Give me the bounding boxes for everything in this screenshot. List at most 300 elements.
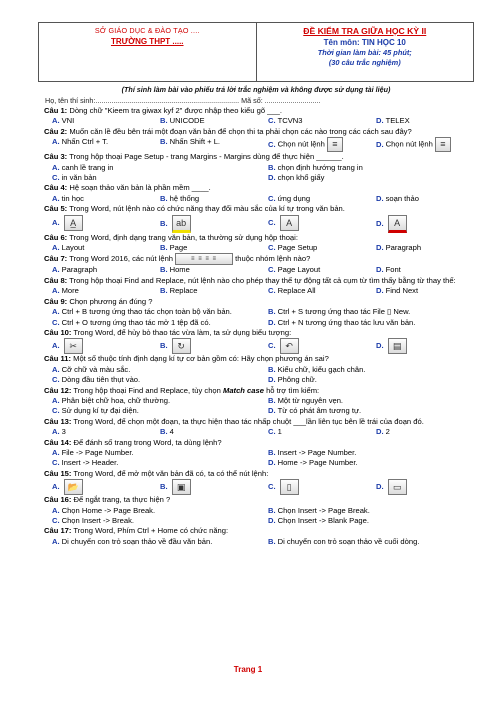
option-text: TCVN3: [277, 116, 303, 126]
option-letter: A.: [52, 307, 60, 317]
new-document-icon: ▯: [280, 479, 299, 495]
question-number: Câu 12:: [44, 385, 72, 395]
option-text: Chọn nút lệnh: [385, 139, 433, 149]
option-text: More: [61, 286, 79, 296]
question-list: [44, 106, 476, 547]
option-letter: B.: [160, 265, 168, 275]
option-c[interactable]: [44, 375, 260, 385]
cut-icon: ✂: [64, 338, 83, 354]
option-letter: A.: [52, 116, 60, 126]
question-stem-end: hỗ trợ tìm kiếm:: [266, 385, 320, 395]
option-letter: D.: [376, 482, 384, 492]
option-b[interactable]: [152, 116, 260, 126]
option-d[interactable]: [368, 116, 476, 126]
option-b[interactable]: [260, 365, 476, 375]
answer-options: [44, 537, 476, 547]
option-d[interactable]: [368, 194, 476, 204]
option-b[interactable]: [152, 194, 260, 204]
option-letter: B.: [268, 307, 276, 317]
option-text: Ctrl + O tương ứng thao tác mở 1 tệp đã có.: [61, 317, 211, 327]
option-c[interactable]: [260, 427, 368, 437]
question-4: [44, 183, 476, 204]
option-text: chọn định hướng trang in: [277, 162, 363, 172]
option-text: Di chuyển con trỏ soạn thảo về cuối dòng.: [277, 536, 420, 546]
option-d[interactable]: [260, 458, 476, 468]
option-letter: C.: [52, 375, 60, 385]
option-text: TELEX: [385, 116, 410, 126]
answer-options: [44, 427, 476, 437]
option-letter: B.: [268, 447, 276, 457]
option-letter: C.: [268, 193, 276, 203]
option-letter: A.: [52, 364, 60, 374]
answer-options: [44, 338, 476, 354]
answer-options: [44, 448, 476, 469]
question-text: [44, 183, 476, 193]
option-text: Kiểu chữ, kiểu gạch chân.: [277, 364, 366, 374]
option-letter: C.: [268, 243, 276, 253]
option-c[interactable]: [260, 479, 368, 495]
option-text: Font: [385, 265, 401, 275]
option-text: Phông chữ.: [277, 375, 317, 385]
option-letter: A.: [52, 243, 60, 253]
option-d[interactable]: [368, 479, 476, 495]
option-letter: D.: [376, 265, 384, 275]
emphasis-text: Match case: [220, 385, 267, 395]
option-text: Cỡ chữ và màu sắc.: [61, 364, 131, 374]
option-b[interactable]: [260, 506, 476, 516]
option-letter: A.: [52, 265, 60, 275]
option-text: VNI: [61, 116, 75, 126]
question-text: [44, 354, 476, 364]
option-text: Home: [169, 265, 190, 275]
option-letter: C.: [52, 406, 60, 416]
option-text: Page: [169, 243, 188, 253]
question-number: Câu 9:: [44, 296, 68, 306]
option-text: Sử dụng kí tự đại diện.: [61, 406, 139, 416]
question-count: (30 câu trắc nghiệm): [328, 58, 401, 67]
question-stem: Để ngắt trang, ta thực hiện ?: [71, 495, 171, 505]
option-a[interactable]: [44, 215, 152, 233]
question-11: [44, 354, 476, 385]
question-text: [44, 276, 476, 286]
question-7: [44, 253, 476, 275]
option-b[interactable]: [152, 215, 260, 233]
align-justify-icon: ≡: [435, 137, 451, 152]
question-text: [44, 106, 476, 116]
option-letter: C.: [268, 217, 276, 227]
option-letter: B.: [160, 482, 168, 492]
subject-name: Tên môn: TIN HỌC 10: [323, 38, 406, 47]
option-letter: C.: [268, 265, 276, 275]
option-letter: D.: [376, 116, 384, 126]
option-letter: C.: [52, 173, 60, 183]
option-c[interactable]: [44, 406, 260, 416]
option-letter: C.: [268, 139, 276, 149]
question-stem: Hệ soạn thảo văn bản là phần mềm ____.: [67, 183, 211, 193]
question-16: [44, 495, 476, 526]
answer-options: [44, 396, 476, 417]
option-text: Find Next: [385, 286, 419, 296]
answer-options: [44, 194, 476, 204]
option-letter: B.: [268, 505, 276, 515]
question-text: [44, 417, 476, 427]
question-stem: Trong Word, định dạng trang văn bản, ta thường sử dụng hộp thoại:: [67, 232, 298, 242]
option-letter: B.: [160, 427, 168, 437]
option-b[interactable]: [152, 265, 260, 275]
option-text: Layout: [61, 243, 85, 253]
option-letter: D.: [376, 243, 384, 253]
question-stem: Trong Word, Phím Ctrl + Home có chức năng:: [71, 526, 229, 536]
option-d[interactable]: [368, 338, 476, 354]
undo-icon: ↶: [280, 338, 299, 354]
question-3: [44, 152, 476, 183]
option-a[interactable]: [44, 365, 260, 375]
option-text: Chọn Insert -> Break.: [61, 516, 134, 525]
option-text: Dòng đầu tiên thụt vào.: [61, 375, 141, 385]
option-d[interactable]: [260, 375, 476, 385]
option-letter: D.: [376, 286, 384, 296]
option-letter: B.: [268, 162, 276, 172]
option-b[interactable]: [260, 307, 476, 317]
option-letter: A.: [52, 193, 60, 203]
exam-time: Thời gian làm bài: 45 phút;: [317, 48, 412, 57]
option-b[interactable]: [152, 479, 260, 495]
highlight-icon: ab: [172, 215, 191, 233]
question-number: Câu 1:: [44, 106, 68, 115]
option-c[interactable]: [260, 338, 368, 354]
question-stem: Để đánh số trang trong Word, ta dùng lệnh?: [71, 437, 222, 447]
answer-options: [44, 215, 476, 233]
alignment-buttons-icon: ≡ ≡ ≡ ≡: [175, 253, 233, 265]
answer-options: [44, 479, 476, 495]
option-b[interactable]: [152, 338, 260, 354]
option-letter: B.: [160, 137, 168, 147]
option-text: File -> Page Number.: [61, 447, 134, 457]
option-text: soạn thảo: [385, 193, 419, 203]
option-letter: A.: [52, 395, 60, 405]
question-text: [44, 469, 476, 479]
option-text: 3: [61, 427, 66, 437]
option-c[interactable]: [260, 286, 368, 296]
question-text: [44, 526, 476, 536]
option-a[interactable]: [44, 338, 152, 354]
option-d[interactable]: [368, 286, 476, 296]
question-text: [44, 127, 476, 137]
option-a[interactable]: [44, 265, 152, 275]
option-text: Chọn Insert -> Blank Page.: [277, 516, 369, 525]
question-number: Câu 8:: [44, 275, 68, 285]
option-letter: B.: [160, 286, 168, 296]
option-b[interactable]: [152, 286, 260, 296]
option-text: Paragraph: [61, 265, 98, 275]
paste-icon: ▤: [388, 338, 407, 354]
question-stem: Trong Word, để mở một văn bản đã có, ta có thể nút lệnh:: [71, 468, 269, 478]
option-b[interactable]: [260, 537, 476, 547]
option-a[interactable]: [44, 479, 152, 495]
question-stem: Trong Word, nút lệnh nào có chức năng thay đổi màu sắc của kí tự trong văn bản.: [67, 204, 345, 214]
option-letter: D.: [268, 173, 276, 183]
option-text: Một từ nguyên vẹn.: [277, 395, 344, 405]
option-letter: C.: [268, 116, 276, 126]
option-d[interactable]: [368, 265, 476, 275]
option-text: in văn bản: [61, 173, 97, 183]
option-letter: D.: [376, 139, 384, 149]
school-name: TRƯỜNG THPT .....: [110, 37, 184, 46]
option-d[interactable]: [260, 406, 476, 416]
print-icon: ▭: [388, 479, 407, 495]
option-c[interactable]: [260, 116, 368, 126]
answer-options: [44, 116, 476, 126]
option-d[interactable]: [368, 427, 476, 437]
question-number: Câu 4:: [44, 183, 68, 193]
answer-options: [44, 243, 476, 253]
option-c[interactable]: [44, 318, 260, 328]
question-stem: Trong Word, để chọn một đoạn, ta thực hiện thao tác nhấp chuột ___lần liên tục bên lề trái của đoạn đó.: [71, 416, 424, 426]
department-name: SỞ GIÁO DỤC & ĐÀO TẠO ....: [94, 26, 200, 35]
option-a[interactable]: [44, 116, 152, 126]
option-c[interactable]: [260, 265, 368, 275]
option-text: Chọn Home -> Page Break.: [61, 505, 156, 515]
option-letter: B.: [160, 243, 168, 253]
answer-options: [44, 286, 476, 296]
option-letter: D.: [268, 317, 276, 327]
option-letter: A.: [52, 447, 60, 457]
question-number: Câu 16:: [44, 495, 72, 505]
option-letter: B.: [268, 364, 276, 374]
option-b[interactable]: [260, 163, 476, 173]
student-info-line: Họ, tên thí sinh:........................................................................ Mã số: ............................: [45, 96, 321, 105]
question-14: [44, 438, 476, 469]
option-text: Paragraph: [385, 243, 422, 253]
option-text: hệ thống: [169, 193, 200, 203]
question-text: [44, 204, 476, 214]
option-letter: B.: [160, 116, 168, 126]
option-text: 2: [385, 427, 390, 437]
option-letter: C.: [268, 427, 276, 437]
option-letter: C.: [268, 341, 276, 351]
option-a[interactable]: [44, 448, 260, 458]
option-text: Page Setup: [277, 243, 318, 253]
option-letter: A.: [52, 341, 60, 351]
option-letter: C.: [52, 516, 60, 525]
option-a[interactable]: [44, 194, 152, 204]
question-number: Câu 17:: [44, 526, 72, 536]
question-stem: Muốn căn lề đều bên trái một đoạn văn bản để chọn thi ta phải chọn các nào trong các cách sau đây?: [67, 126, 412, 136]
option-a[interactable]: [44, 537, 260, 547]
option-text: canh lề trang in: [61, 162, 114, 172]
question-number: Câu 13:: [44, 416, 72, 426]
option-c[interactable]: [260, 215, 368, 233]
question-number: Câu 15:: [44, 468, 72, 478]
question-8: [44, 276, 476, 297]
answer-options: [44, 137, 476, 152]
answer-options: [44, 163, 476, 184]
save-icon: ▣: [172, 479, 191, 495]
option-a[interactable]: [44, 307, 260, 317]
option-text: Insert -> Header.: [61, 458, 119, 468]
option-c[interactable]: [44, 458, 260, 468]
instruction-note: (Thí sinh làm bài vào phiếu trả lời trắc nghiệm và không được sử dụng tài liệu): [121, 85, 391, 94]
header-right: [257, 23, 474, 81]
option-a[interactable]: [44, 396, 260, 406]
format-icon: A̲: [64, 215, 83, 231]
header-left: [39, 23, 257, 81]
header-table: [38, 22, 474, 82]
option-letter: D.: [268, 458, 276, 468]
option-letter: A.: [52, 505, 60, 515]
option-letter: B.: [160, 341, 168, 351]
option-text: Ctrl + B tương ứng thao tác chọn toàn bộ văn bản.: [61, 307, 232, 317]
question-text: [44, 297, 476, 307]
option-letter: B.: [268, 536, 276, 546]
shade-icon: A: [280, 215, 299, 231]
option-b[interactable]: [260, 448, 476, 458]
option-b[interactable]: [260, 396, 476, 406]
font-color-icon: A: [388, 215, 407, 233]
option-a[interactable]: [44, 286, 152, 296]
option-letter: C.: [52, 458, 60, 468]
question-stem: Trong hộp thoại Page Setup - trang Margins - Margins dùng để thực hiện ______.: [67, 152, 344, 162]
option-d[interactable]: [368, 137, 476, 152]
option-letter: D.: [376, 193, 384, 203]
option-a[interactable]: [44, 163, 260, 173]
option-letter: A.: [52, 286, 60, 296]
option-c[interactable]: [260, 194, 368, 204]
option-text: Di chuyển con trỏ soạn thảo về đầu văn bản.: [61, 536, 213, 546]
answer-options: [44, 265, 476, 275]
option-letter: C.: [268, 482, 276, 492]
option-a[interactable]: [44, 427, 152, 437]
option-text: Nhấn Ctrl + T.: [61, 137, 109, 147]
question-1: [44, 106, 476, 127]
question-stem: Một số thuộc tính định dạng kí tự cơ bản gồm có: Hãy chọn phương án sai?: [71, 354, 329, 364]
option-letter: A.: [52, 162, 60, 172]
question-2: [44, 127, 476, 152]
option-letter: A.: [52, 536, 60, 546]
question-text: [44, 233, 476, 243]
question-10: [44, 328, 476, 354]
option-text: Replace: [169, 286, 198, 296]
option-a[interactable]: [44, 506, 260, 516]
align-left-icon: ≡: [327, 137, 343, 152]
question-number: Câu 2:: [44, 126, 68, 136]
option-letter: D.: [268, 516, 276, 525]
option-d[interactable]: [368, 243, 476, 253]
option-text: ứng dụng: [277, 193, 311, 203]
question-number: Câu 3:: [44, 152, 68, 162]
answer-options: [44, 365, 476, 386]
option-letter: C.: [52, 317, 60, 327]
option-letter: B.: [160, 218, 168, 228]
question-text: [44, 386, 476, 396]
question-5: [44, 204, 476, 232]
option-a[interactable]: [44, 137, 152, 152]
option-letter: A.: [52, 482, 60, 492]
option-b[interactable]: [152, 427, 260, 437]
option-d[interactable]: [260, 173, 476, 183]
question-number: Câu 7:: [44, 254, 68, 264]
option-text: Chọn Insert -> Page Break.: [277, 505, 370, 515]
question-stem: Dòng chữ "Kieem tra giwax kyf 2" được nhập theo kiểu gõ ___.: [67, 106, 282, 115]
option-letter: C.: [268, 286, 276, 296]
option-letter: A.: [52, 217, 60, 227]
option-letter: B.: [268, 395, 276, 405]
option-text: UNICODE: [169, 116, 205, 126]
option-letter: A.: [52, 427, 60, 437]
question-text: [44, 253, 476, 265]
option-letter: D.: [268, 406, 276, 416]
option-letter: D.: [268, 375, 276, 385]
question-13: [44, 417, 476, 438]
option-c[interactable]: [44, 516, 260, 526]
option-text: Home -> Page Number.: [277, 458, 358, 468]
question-text: [44, 438, 476, 448]
option-text: Ctrl + N tương ứng thao tác lưu văn bản.: [277, 317, 416, 327]
question-15: [44, 469, 476, 495]
option-d[interactable]: [260, 318, 476, 328]
option-text: 1: [277, 427, 282, 437]
option-c[interactable]: [260, 137, 368, 152]
question-text: [44, 328, 476, 338]
question-text: [44, 152, 476, 162]
question-number: Câu 5:: [44, 204, 68, 214]
option-d[interactable]: [260, 516, 476, 526]
option-letter: D.: [376, 218, 384, 228]
option-b[interactable]: [152, 137, 260, 152]
answer-options: [44, 307, 476, 328]
option-text: tin học: [61, 193, 84, 203]
question-number: Câu 6:: [44, 232, 68, 242]
option-text: chọn khổ giấy: [277, 173, 325, 183]
question-stem: Trong hộp thoại Find and Replace, tùy chọn: [71, 385, 221, 395]
question-number: Câu 11:: [44, 354, 72, 364]
option-text: 4: [169, 427, 174, 437]
option-text: Insert -> Page Number.: [277, 447, 357, 457]
open-folder-icon: 📂: [64, 479, 83, 495]
question-stem: Chọn phương án đúng ?: [67, 296, 153, 306]
answer-options: [44, 506, 476, 527]
option-letter: D.: [376, 427, 384, 437]
option-text: Replace All: [277, 286, 316, 296]
option-text: Từ có phát âm tương tự.: [277, 406, 362, 416]
option-letter: B.: [160, 193, 168, 203]
option-d[interactable]: [368, 215, 476, 233]
option-c[interactable]: [44, 173, 260, 183]
option-letter: A.: [52, 137, 60, 147]
option-text: Chọn nút lệnh: [277, 139, 325, 149]
question-17: [44, 526, 476, 547]
question-number: Câu 10:: [44, 327, 72, 337]
question-number: Câu 14:: [44, 437, 72, 447]
option-text: Page Layout: [277, 265, 321, 275]
question-6: [44, 233, 476, 254]
option-letter: D.: [376, 341, 384, 351]
option-b[interactable]: [152, 243, 260, 253]
option-text: Phân biệt chữ hoa, chữ thường.: [61, 395, 171, 405]
question-stem: Trong Word, để hủy bỏ thao tác vừa làm, ta sử dụng biểu tượng:: [71, 327, 292, 337]
question-stem-end: thuộc nhóm lệnh nào?: [233, 254, 311, 264]
option-text: Nhấn Shift + L.: [169, 137, 221, 147]
question-stem: Trong hộp thoại Find and Replace, nút lệnh nào cho phép thay thế tự động tất cả cụm từ tìm thấy bằng từ thay thế:: [67, 275, 456, 285]
page-number: Trang 1: [233, 665, 263, 674]
option-a[interactable]: [44, 243, 152, 253]
question-12: [44, 386, 476, 417]
question-9: [44, 297, 476, 328]
question-text: [44, 495, 476, 505]
option-c[interactable]: [260, 243, 368, 253]
option-text: Ctrl + S tương ứng thao tác File ▯ New.: [277, 307, 411, 317]
exam-title: ĐỀ KIỂM TRA GIỮA HỌC KỲ II: [303, 26, 427, 36]
